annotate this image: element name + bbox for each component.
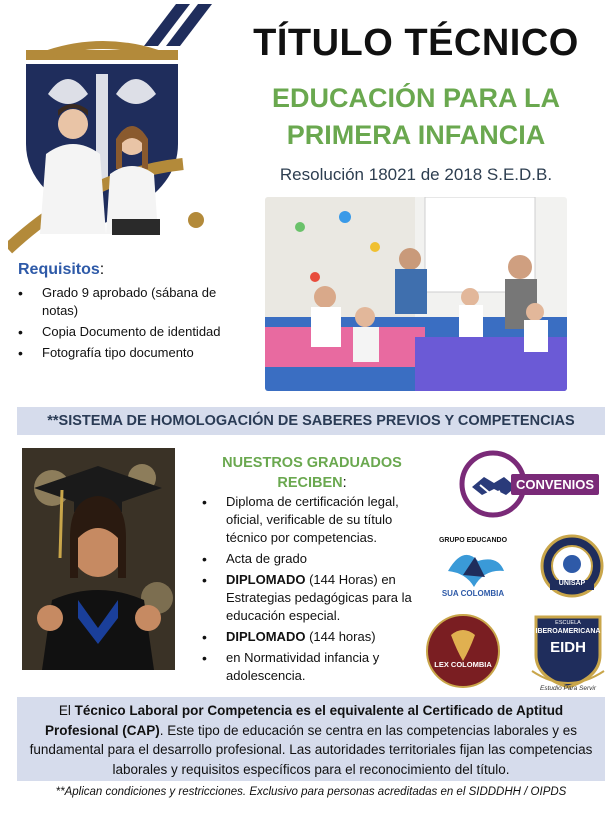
requirements-heading: Requisitos:: [18, 261, 105, 278]
program-name: [230, 80, 602, 154]
footnote: **Aplican condiciones y restricciones. Exclusivo para personas acreditadas en el SIDDDHH / OIPDS: [55, 786, 567, 798]
unisap-seal: [540, 534, 604, 600]
list-item: • Grado 9 aprobado (sábana de notas): [16, 284, 231, 320]
unisap-label: UNISAP: [558, 580, 586, 587]
convenios-label: CONVENIOS: [511, 474, 599, 495]
info-rest: . Este tipo de educación se centra en las competencias laborales y es fundamental para el desarrollo profesional. Las autoridades territoriales fijan las competencias laborales y requisitos específicos para el reconocimiento del título.: [29, 722, 593, 777]
graduate-photo: [22, 448, 175, 670]
graduates-heading: NUESTROS GRADUADOS RECIBEN:: [207, 453, 417, 493]
graduates-benefits-list: [200, 493, 425, 688]
grupo-educando-name: GRUPO EDUCANDO: [438, 537, 508, 544]
eidh-label: EIDH: [550, 639, 586, 656]
grupo-educando-logo: [428, 535, 518, 603]
list-item: • Copia Documento de identidad: [16, 323, 231, 341]
info-bold: Técnico Laboral por Competencia es el equivalente al Certificado de Aptitud Profesional (CAP): [44, 703, 564, 738]
cap-equivalence-note: [17, 697, 605, 781]
graduates-heading-line2: RECIBEN: [277, 475, 343, 491]
list-item: • Diploma de certificación legal, oficial, verificable de su título técnico por competencias.: [200, 493, 425, 547]
lex-colombia-logo: [421, 613, 505, 689]
eidh-mid-label: IBEROAMERICANA: [535, 628, 601, 635]
requirements-list: [16, 284, 231, 365]
program-name-line2: PRIMERA INFANCIA: [286, 120, 546, 150]
lex-colombia-label: LEX COLOMBIA: [434, 660, 492, 669]
institution-logo-with-students: [8, 4, 230, 254]
info-intro: El: [58, 703, 75, 718]
homologation-banner: **SISTEMA DE HOMOLOGACIÓN DE SABERES PREVIOS Y COMPETENCIAS: [17, 407, 605, 435]
eidh-motto: Estudio Para Servir: [540, 685, 596, 692]
requirements-heading-text: Requisitos: [18, 261, 100, 278]
resolution-text: Resolución 18021 de 2018 S.E.D.B.: [279, 165, 553, 184]
list-item: • Fotografía tipo documento: [16, 344, 231, 362]
list-item: • DIPLOMADO (144 Horas) en Estrategias pedagógicas para la educación especial.: [200, 571, 425, 625]
program-name-line1: EDUCACIÓN PARA LA: [272, 83, 560, 113]
classroom-photo: [265, 197, 567, 391]
list-item: • en Normatividad infancia y adolescencia.: [200, 649, 425, 685]
list-item: • Acta de grado: [200, 550, 425, 568]
list-item: • DIPLOMADO (144 horas): [200, 628, 425, 646]
graduates-heading-line1: NUESTROS GRADUADOS: [222, 455, 402, 471]
page-title: TÍTULO TÉCNICO: [253, 22, 579, 64]
convenios-logo: [458, 449, 606, 519]
eidh-shield-logo: [528, 611, 608, 695]
eidh-top-label: ESCUELA: [555, 620, 581, 626]
sua-colombia-name: SUA COLOMBIA: [441, 589, 505, 598]
